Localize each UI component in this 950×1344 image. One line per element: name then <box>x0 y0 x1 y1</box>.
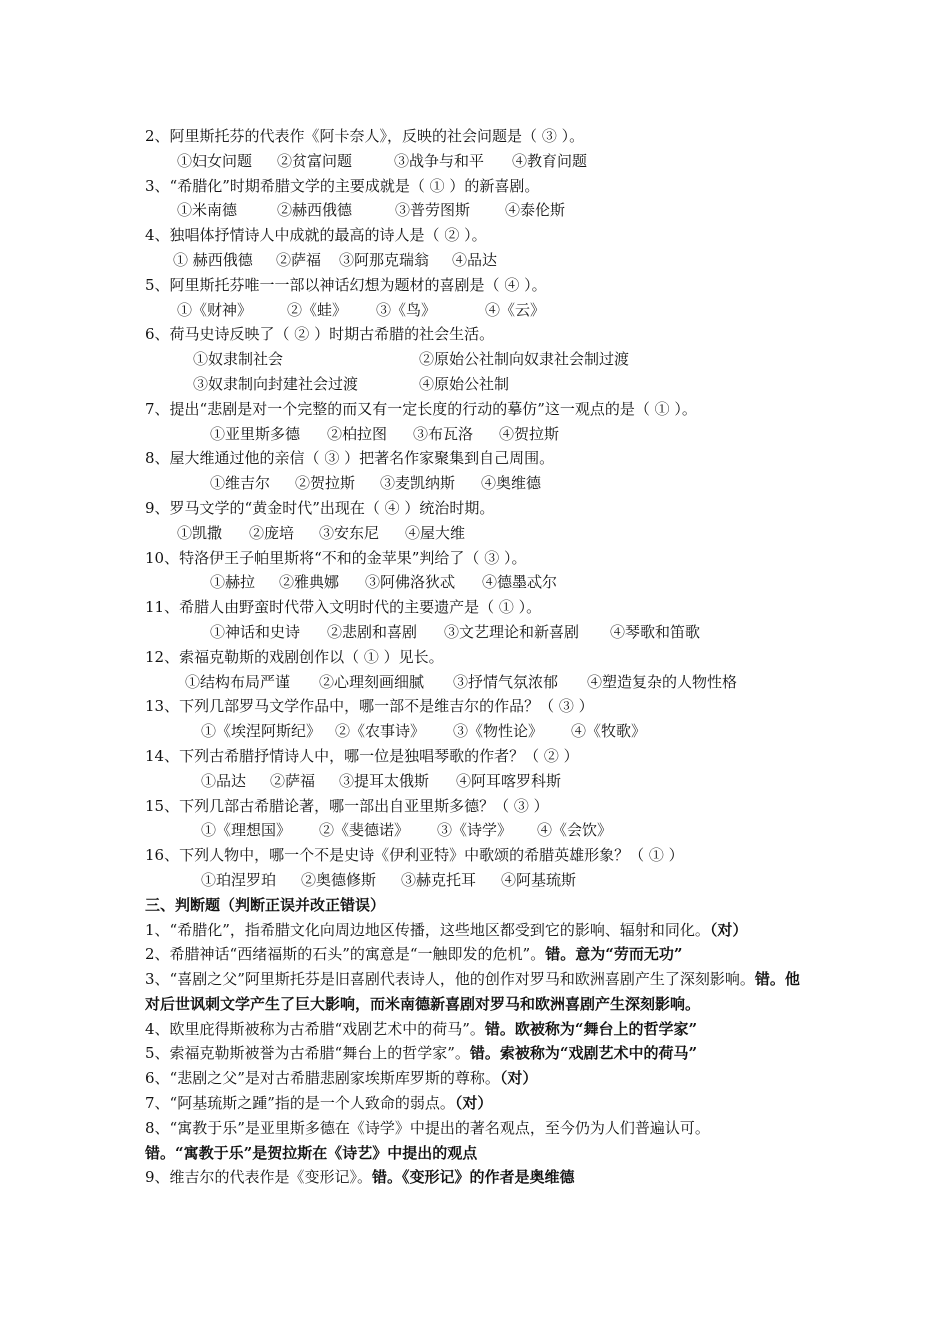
question-4: 4、独唱体抒情诗人中成就的最高的诗人是（ ② ）。 <box>145 226 487 245</box>
option: ①《理想国》 <box>201 821 292 840</box>
option: ④德墨忒尔 <box>482 573 558 592</box>
option: ②奥德修斯 <box>301 870 377 889</box>
option: ④《会饮》 <box>537 821 613 840</box>
option: ④品达 <box>452 250 498 269</box>
question-15-options <box>145 818 825 843</box>
option: ④贺拉斯 <box>499 424 560 443</box>
option: ③战争与和平 <box>394 151 485 170</box>
judgment-item-8 <box>145 1116 825 1141</box>
option: ①结构布局严谨 <box>185 672 291 691</box>
option: ③文艺理论和新喜剧 <box>444 622 580 641</box>
option: ④《牧歌》 <box>571 722 647 741</box>
statement: 7、“阿基琉斯之踵”指的是一个人致命的弱点。 <box>145 1094 455 1113</box>
question-3-options <box>145 198 825 223</box>
option: ②贫富问题 <box>277 151 353 170</box>
option: ④原始公社制 <box>419 374 510 393</box>
option: ②《农事诗》 <box>335 722 426 741</box>
question-6-options-row2 <box>145 372 825 397</box>
option: ①品达 <box>201 771 247 790</box>
question-16: 16、下列人物中，哪一个不是史诗《伊利亚特》中歌颂的希腊英雄形象？（ ① ） <box>145 846 684 865</box>
statement: 3、“喜剧之父”阿里斯托芬是旧喜剧代表诗人，他的创作对罗马和欧洲喜剧产生了深刻影响。 <box>145 970 755 989</box>
statement: 8、“寓教于乐”是亚里斯多德在《诗学》中提出的著名观点，至今仍为人们普遍认可。 <box>145 1118 710 1137</box>
answer: （对） <box>454 1094 493 1113</box>
option: ②萨福 <box>276 250 322 269</box>
option: ③普劳图斯 <box>395 201 471 220</box>
answer: 错。他对后世讽刺文学产生了巨大影响，而米南德新喜剧对罗马和欧洲喜剧产生深刻影响。 <box>145 970 800 1013</box>
question-11-options <box>145 620 825 645</box>
judgment-item-6 <box>145 1066 825 1091</box>
answer: （对） <box>709 920 748 939</box>
question-11: 11、希腊人由野蛮时代带入文明时代的主要遗产是（ ① ）。 <box>145 598 542 617</box>
question-12-options <box>145 670 825 695</box>
question-12: 12、索福克勒斯的戏剧创作以（ ① ）见长。 <box>145 647 444 666</box>
question-7-options <box>145 422 825 447</box>
question-5: 5、阿里斯托芬唯一一部以神话幻想为题材的喜剧是（ ④ ）。 <box>145 275 547 294</box>
option: ②柏拉图 <box>327 424 388 443</box>
question-8: 8、屋大维通过他的亲信（ ③ ）把著名作家聚集到自己周围。 <box>145 449 555 468</box>
option: ③布瓦洛 <box>413 424 474 443</box>
question-6: 6、荷马史诗反映了（ ② ）时期古希腊的社会生活。 <box>145 325 495 344</box>
option: ④塑造复杂的人物性格 <box>587 672 738 691</box>
answer: 错。欧被称为“舞台上的哲学家” <box>484 1019 698 1038</box>
question-6-options-row1 <box>145 347 825 372</box>
option: ④阿基琉斯 <box>501 870 577 889</box>
judgment-item-2 <box>145 942 825 967</box>
question-2: 2、阿里斯托芬的代表作《阿卡奈人》，反映的社会问题是（ ③ ）。 <box>145 127 585 145</box>
option: ②《斐德诺》 <box>319 821 410 840</box>
answer: 错。意为“劳而无功” <box>545 945 683 964</box>
statement: 1、“希腊化”，指希腊文化向周边地区传播，这些地区都受到它的影响、辐射和同化。 <box>145 920 710 939</box>
question-14-options <box>145 769 825 794</box>
option: ④阿耳喀罗科斯 <box>456 771 562 790</box>
answer: 错。索被称为“戏剧艺术中的荷马” <box>469 1044 698 1063</box>
question-13: 13、下列几部罗马文学作品中，哪一部不是维吉尔的作品？（ ③ ） <box>145 697 594 716</box>
statement: 6、“悲剧之父”是对古希腊悲剧家埃斯库罗斯的尊称。 <box>145 1069 500 1088</box>
question-13-options <box>145 719 825 744</box>
statement: 5、索福克勒斯被誉为古希腊“舞台上的哲学家”。 <box>145 1044 470 1063</box>
option: ②萨福 <box>270 771 316 790</box>
option: ④泰伦斯 <box>505 201 566 220</box>
judgment-item-3 <box>145 967 807 1017</box>
question-7: 7、提出“悲剧是对一个完整的而又有一定长度的行动的摹仿”这一观点的是（ ① ）。 <box>145 399 697 418</box>
question-8-options <box>145 471 825 496</box>
option: ①《财神》 <box>177 300 253 319</box>
judgment-item-8-answer: 错。“寓教于乐”是贺拉斯在《诗艺》中提出的观点 <box>145 1143 478 1162</box>
option: ②庞培 <box>249 523 295 542</box>
answer: 错。《变形记》的作者是奥维德 <box>372 1168 575 1187</box>
option: ③《物性论》 <box>453 722 544 741</box>
question-4-options <box>145 248 825 273</box>
option: ①珀涅罗珀 <box>201 870 277 889</box>
option: ④奥维德 <box>481 474 542 493</box>
judgment-item-5 <box>145 1041 825 1066</box>
option: ①《埃涅阿斯纪》 <box>201 722 322 741</box>
option: ①奴隶制社会 <box>193 350 284 369</box>
option: ①赫拉 <box>210 573 256 592</box>
judgment-item-1 <box>145 918 825 943</box>
section-heading: 三、判断题（判断正误并改正错误） <box>145 895 386 914</box>
question-3: 3、“希腊化”时期希腊文学的主要成就是（ ① ）的新喜剧。 <box>145 176 540 195</box>
option: ③奴隶制向封建社会过渡 <box>193 374 359 393</box>
option: ③麦凯纳斯 <box>380 474 456 493</box>
judgment-item-4 <box>145 1017 825 1042</box>
option: ③阿佛洛狄忒 <box>365 573 456 592</box>
statement: 2、希腊神话“西绪福斯的石头”的寓意是“一触即发的危机”。 <box>145 945 546 964</box>
question-10-options <box>145 570 825 595</box>
option: ②贺拉斯 <box>295 474 356 493</box>
option: ④琴歌和笛歌 <box>610 622 701 641</box>
question-2-options <box>145 149 825 174</box>
option: ④《云》 <box>485 300 546 319</box>
judgment-item-7 <box>145 1091 825 1116</box>
option: ②心理刻画细腻 <box>319 672 425 691</box>
option: ②原始公社制向奴隶社会制过渡 <box>419 350 630 369</box>
question-14: 14、下列古希腊抒情诗人中，哪一位是独唱琴歌的作者？（ ② ） <box>145 746 579 765</box>
option: ①神话和史诗 <box>210 622 301 641</box>
answer: （对） <box>499 1069 538 1088</box>
statement: 4、欧里庇得斯被称为古希腊“戏剧艺术中的荷马”。 <box>145 1019 485 1038</box>
option: ②赫西俄德 <box>277 201 353 220</box>
question-10: 10、特洛伊王子帕里斯将“不和的金苹果”判给了（ ③ ）。 <box>145 548 527 567</box>
judgment-item-9 <box>145 1165 825 1190</box>
question-9: 9、罗马文学的“黄金时代”出现在（ ④ ）统治时期。 <box>145 498 495 517</box>
option: ①米南德 <box>177 201 238 220</box>
option: ③阿那克瑞翁 <box>339 250 430 269</box>
option: ① 赫西俄德 <box>173 250 253 269</box>
statement: 9、维吉尔的代表作是《变形记》。 <box>145 1168 373 1187</box>
option: ③提耳太俄斯 <box>339 771 430 790</box>
option: ③抒情气氛浓郁 <box>453 672 559 691</box>
option: ③《鸟》 <box>376 300 437 319</box>
option: ②雅典娜 <box>279 573 340 592</box>
question-9-options <box>145 521 825 546</box>
option: ④屋大维 <box>405 523 466 542</box>
question-5-options <box>145 298 825 323</box>
option: ①妇女问题 <box>177 151 253 170</box>
question-15: 15、下列几部古希腊论著，哪一部出自亚里斯多德？（ ③ ） <box>145 796 549 815</box>
option: ④教育问题 <box>512 151 588 170</box>
option: ③《诗学》 <box>437 821 513 840</box>
option: ③安东尼 <box>319 523 380 542</box>
option: ①维吉尔 <box>210 474 271 493</box>
document-content <box>145 124 825 1190</box>
option: ②《蛙》 <box>287 300 348 319</box>
option: ②悲剧和喜剧 <box>327 622 418 641</box>
question-16-options <box>145 868 825 893</box>
option: ③赫克托耳 <box>401 870 477 889</box>
option: ①凯撒 <box>177 523 223 542</box>
option: ①亚里斯多德 <box>210 424 301 443</box>
